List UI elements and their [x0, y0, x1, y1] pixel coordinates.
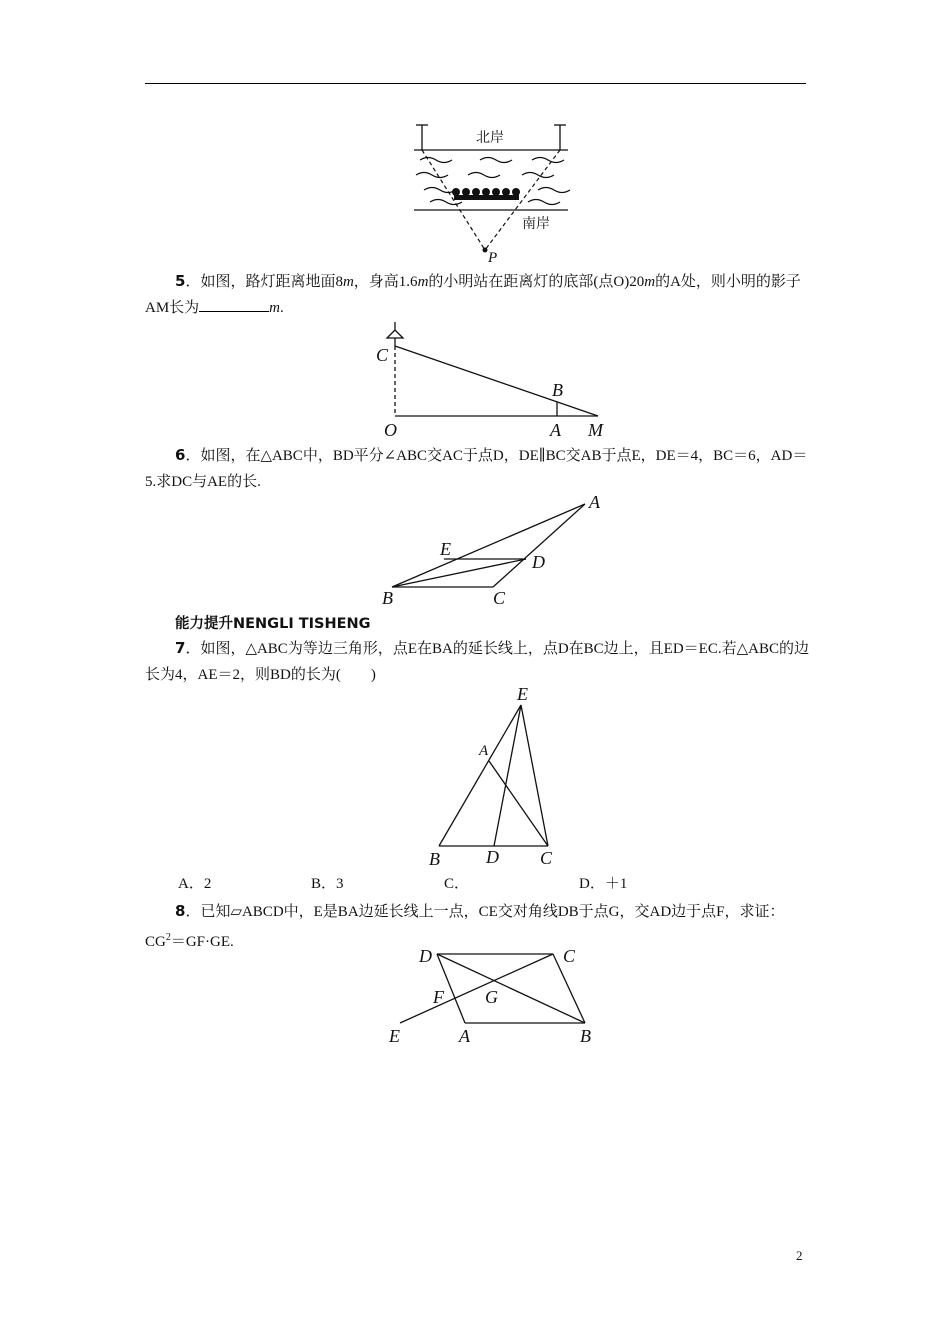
q7-text: ．如图，△ABC为等边三角形，点E在BA的延长线上，点D在BC边上，且ED＝EC.若△ABC的边长为4，AE＝2，则BD的长为(: [145, 641, 809, 683]
parallelogram-figure-q8: [385, 940, 610, 1050]
river-figure: [410, 120, 580, 265]
q7-close: ): [370, 667, 376, 683]
label-f: F: [433, 987, 444, 1007]
label-b: B: [580, 1026, 591, 1046]
q6-text: ．如图，在△ABC中，BD平分∠ABC交AC于点D，DE∥BC交AB于点E，DE＝4，BC＝6，AD＝5.求DC与AE的长.: [145, 448, 808, 490]
answer-blank: [199, 297, 269, 312]
section-title: 能力提升NENGLI TISHENG: [175, 616, 371, 632]
question-6: [145, 442, 810, 495]
q8-superscript: 2: [165, 932, 171, 943]
label-a: A: [459, 1026, 470, 1046]
label-e: E: [517, 684, 528, 704]
choice-b[interactable]: B．3: [311, 876, 344, 892]
label-b: B: [382, 588, 393, 608]
q8-number: 8: [175, 902, 186, 920]
triangle-abc-figure-q6: [380, 490, 610, 610]
label-c: C: [540, 848, 553, 868]
page-number: 2: [796, 1248, 803, 1263]
label-d: D: [486, 847, 499, 867]
label-e: E: [389, 1026, 400, 1046]
q5-unit: m: [417, 274, 429, 290]
q6-number: 6: [175, 446, 186, 464]
triangle-figure-q7: [425, 685, 575, 870]
south-bank-label: 南岸: [522, 216, 550, 232]
q8-text: ．已知▱ABCD中，E是BA边延长线上一点，CE交对角线DB于点G，交AD边于点F，求证：CG: [145, 904, 785, 950]
q5-unit: m: [342, 274, 354, 290]
q5-unit: m: [644, 274, 656, 290]
q5-number: 5: [175, 272, 186, 290]
label-c: C: [493, 588, 506, 608]
q5-text: ．如图，路灯距离地面8: [185, 274, 343, 290]
label-d: D: [532, 552, 545, 572]
label-a: A: [550, 420, 561, 440]
label-a: A: [479, 743, 489, 759]
label-e: E: [440, 539, 451, 559]
label-d: D: [419, 946, 432, 966]
label-a: A: [589, 492, 600, 512]
label-c: C: [376, 345, 389, 365]
question-5: [145, 268, 810, 321]
label-c: C: [563, 946, 576, 966]
choice-c[interactable]: C．: [444, 876, 470, 892]
label-b: B: [552, 380, 563, 400]
label-g: G: [485, 987, 498, 1007]
lamp-shadow-figure: [370, 320, 610, 440]
q5-text: ，身高1.6: [353, 274, 418, 290]
label-m: M: [588, 420, 603, 440]
point-p-label: P: [488, 250, 498, 266]
q5-text: .: [280, 300, 284, 316]
q5-unit: m: [269, 300, 281, 316]
q5-text: 的A处，则小明的影子AM长为: [145, 274, 801, 316]
label-b: B: [429, 849, 440, 869]
choice-d[interactable]: D．＋1: [579, 876, 628, 892]
header-rule: [145, 83, 806, 84]
q5-text: 的小明站在距离灯的底部(点O)20: [428, 274, 645, 290]
question-7: [145, 635, 810, 688]
label-o: O: [384, 420, 397, 440]
q7-number: 7: [175, 639, 186, 657]
q8-text-end: ＝GF·GE.: [170, 934, 234, 950]
north-bank-label: 北岸: [476, 130, 504, 146]
choice-a[interactable]: A．2: [178, 876, 212, 892]
